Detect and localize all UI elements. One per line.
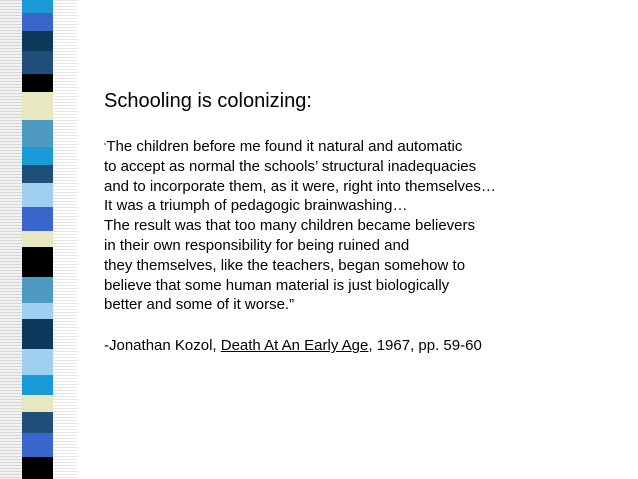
stripe-block xyxy=(22,74,53,92)
stripe-block xyxy=(22,303,53,319)
quote-line: to accept as normal the schools’ structural inadequacies xyxy=(104,157,477,175)
quote-line: and to incorporate them, as it were, right into themselves… xyxy=(104,177,496,195)
quote-line: they themselves, like the teachers, began somehow to xyxy=(104,256,466,274)
quote-line-text: The children before me found it natural and automatic xyxy=(106,138,463,155)
quote-line: better and some of it worse.” xyxy=(104,296,295,314)
quote-line xyxy=(104,137,624,157)
stripe-block xyxy=(22,0,53,13)
stripe-block xyxy=(22,457,53,479)
citation-details: , 1967, pp. 59-60 xyxy=(368,337,482,355)
stripe-block xyxy=(22,319,53,349)
decorative-stripe-bar xyxy=(0,0,77,479)
open-quote-mark: “ xyxy=(104,143,107,150)
quote-line: The result was that too many children became believers xyxy=(104,217,476,235)
citation-author: -Jonathan Kozol, xyxy=(104,337,221,355)
quote-block xyxy=(104,137,624,315)
stripe-block xyxy=(22,231,53,247)
stripe-block xyxy=(22,13,53,31)
quote-line: believe that some human material is just biologically xyxy=(104,276,450,294)
stripe-block xyxy=(22,207,53,231)
quote-line: It was a triumph of pedagogic brainwashing… xyxy=(104,197,408,215)
stripe-block xyxy=(22,349,53,375)
stripe-block xyxy=(22,247,53,277)
quote-line: in their own responsibility for being ruined and xyxy=(104,236,410,254)
stripe-block xyxy=(22,183,53,207)
stripe-block xyxy=(22,433,53,457)
book-title-link[interactable]: Death At An Early Age xyxy=(220,337,369,355)
stripe-texture-right xyxy=(53,0,77,479)
stripe-blocks xyxy=(22,0,53,479)
stripe-block xyxy=(22,412,53,433)
stripe-block xyxy=(22,375,53,395)
citation xyxy=(104,336,624,356)
stripe-block xyxy=(22,147,53,165)
stripe-block xyxy=(22,277,53,303)
slide-content xyxy=(104,88,624,356)
stripe-block xyxy=(22,395,53,412)
stripe-block xyxy=(22,120,53,147)
stripe-texture-left xyxy=(0,0,22,479)
stripe-block xyxy=(22,165,53,183)
stripe-block xyxy=(22,31,53,51)
stripe-block xyxy=(22,92,53,120)
slide-heading: Schooling is colonizing: xyxy=(104,90,312,112)
stripe-block xyxy=(22,51,53,74)
